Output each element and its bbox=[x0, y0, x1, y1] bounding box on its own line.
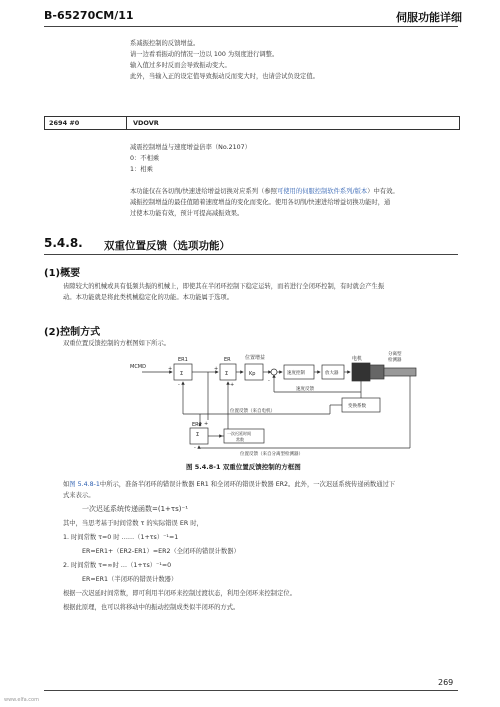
transfer-function: 一次迟延系统传递函数=(1+τs)⁻¹ bbox=[82, 505, 189, 513]
control-intro: 双重位置反馈控制的方框图如下所示。 bbox=[63, 340, 171, 347]
plus-sign: + bbox=[230, 382, 235, 388]
chapter-title: 伺服功能详细 bbox=[396, 11, 462, 24]
mcmd-label: MCMD bbox=[130, 364, 146, 370]
position-gain-label: 位置增益 bbox=[245, 355, 266, 361]
param-line: 0：不相乘 bbox=[130, 155, 160, 162]
plus-sign: + bbox=[168, 366, 173, 372]
er1-label: ER1 bbox=[178, 357, 188, 363]
overview-title: (1)概要 bbox=[44, 268, 81, 279]
parameter-name: VDOVR bbox=[133, 119, 159, 127]
param-note-post: ）中有效。 bbox=[367, 188, 399, 195]
minus-sign: - bbox=[194, 445, 196, 451]
minus-sign: - bbox=[268, 378, 270, 384]
speed-feedback-label: 速度反馈 bbox=[296, 387, 314, 392]
er-label: ER bbox=[224, 357, 231, 363]
motor-position-feedback-label: 位置反馈（来自电机） bbox=[230, 409, 275, 414]
list-item-1: 1. 时间常数 τ=0 时 ……（1+τs）⁻¹=1 bbox=[63, 534, 179, 541]
figure-caption: 图 5.4.8-1 双重位置反馈控制的方框图 bbox=[186, 463, 301, 471]
parameter-table bbox=[44, 116, 460, 130]
page-number: 269 bbox=[438, 678, 454, 687]
separate-detector-feedback-label: 位置反馈（来自分离型检测器） bbox=[240, 452, 303, 457]
body-p2: 其中，当思考基于时间常数 τ 的实际错误 ER 时， bbox=[63, 520, 203, 527]
body-p1-rest: 中所示，准备半闭环的错误计数器 ER1 和全闭环的错误计数器 ER2。此外，一次迟延系统传递函数通过下 bbox=[99, 481, 396, 488]
sigma-3: Σ bbox=[225, 371, 229, 377]
figure-link[interactable]: 图 5.4.8-1 bbox=[69, 481, 100, 488]
minus-sign: - bbox=[178, 382, 180, 388]
intro-line: 请一边看看振动的情况一边以 100 为刻度进行调整。 bbox=[130, 51, 279, 58]
section-rule bbox=[44, 254, 458, 255]
detector-label-2: 检测器 bbox=[388, 358, 402, 363]
plus-sign: + bbox=[204, 421, 209, 427]
header-rule bbox=[44, 26, 458, 27]
body-p3: 根据一次迟延时间常数，即可利用半闭环来控制过渡状态，利用全闭环来控制定位。 bbox=[63, 590, 296, 597]
param-note-line3: 过使本功能有效，预计可提高减振效果。 bbox=[130, 210, 244, 217]
conversion-label: 变换系数 bbox=[348, 404, 366, 409]
parameter-number: 2694 #0 bbox=[45, 117, 127, 129]
overview-line: 动。本功能就是将此类机械稳定化的功能。本功能属于选项。 bbox=[63, 294, 234, 301]
section-title: 双重位置反馈（选项功能） bbox=[104, 240, 230, 252]
speed-control-label: 速度控制 bbox=[287, 371, 305, 376]
sigma-2: Σ bbox=[196, 432, 200, 438]
body-p1 bbox=[63, 479, 395, 490]
kp-label: Kp bbox=[249, 371, 256, 377]
intro-line: 此外，当输入正的设定值导致振动反而变大时，也请尝试负设定值。 bbox=[130, 73, 319, 80]
list-item-2: 2. 时间常数 τ=∞时 …（1+τs）⁻¹=0 bbox=[63, 562, 172, 569]
param-note-pre: 本功能仅在各切削/快速进给增益切换对应系列（参照 bbox=[130, 188, 277, 195]
list-item-1-equation: ER=ER1+（ER2-ER1）=ER2（全闭环的错误计数器） bbox=[82, 548, 240, 555]
control-title: (2)控制方式 bbox=[44, 327, 101, 338]
watermark: www.elfa.com bbox=[4, 697, 39, 703]
detector-label-1: 分离型 bbox=[388, 352, 402, 357]
lag-label-1: 一次迟延时间 bbox=[227, 431, 251, 436]
footer-rule bbox=[44, 690, 458, 691]
body-p4: 根据此原理，也可以将移动中的振动控制成类似半闭环的方式。 bbox=[63, 604, 240, 611]
body-p1-line2: 式来表示。 bbox=[63, 492, 95, 499]
er2-label: ER2 bbox=[192, 422, 202, 428]
intro-line: 输入值过多时反而会导致振动变大。 bbox=[130, 62, 231, 69]
intro-line: 系减振控制的反馈增益。 bbox=[130, 40, 200, 47]
param-line: 减震控制增益与速度增益倍率（No.2107） bbox=[130, 144, 251, 151]
section-number: 5.4.8. bbox=[44, 236, 83, 250]
list-item-2-equation: ER=ER1（半闭环的错误计数器） bbox=[82, 576, 178, 583]
software-series-link[interactable]: 可使用的伺服控制软件系列/版本 bbox=[276, 188, 368, 195]
motor-label: 电机 bbox=[352, 356, 363, 362]
overview-line: 齿隙较大的机械或具有低频共振的机械上，即使其在半闭环控制下稳定运转，而若进行全闭环控制，有时就会产生振 bbox=[63, 283, 385, 290]
body-p1-pre: 如 bbox=[63, 481, 70, 488]
plus-sign: + bbox=[214, 366, 219, 372]
amplifier-label: 放大器 bbox=[325, 371, 339, 376]
block-diagram bbox=[130, 350, 420, 458]
param-line: 1：相乘 bbox=[130, 166, 153, 173]
document-model: B-65270CM/11 bbox=[44, 9, 134, 22]
lag-label-2: 常数 bbox=[236, 437, 244, 442]
sigma-1: Σ bbox=[180, 371, 184, 377]
param-note-line2: 减振控制增益的最佳值随着速度增益的变化而变化。使用各切削/快速进给增益切换功能时，通 bbox=[130, 199, 391, 206]
motor-block bbox=[352, 363, 370, 381]
param-note-line1 bbox=[130, 186, 399, 197]
